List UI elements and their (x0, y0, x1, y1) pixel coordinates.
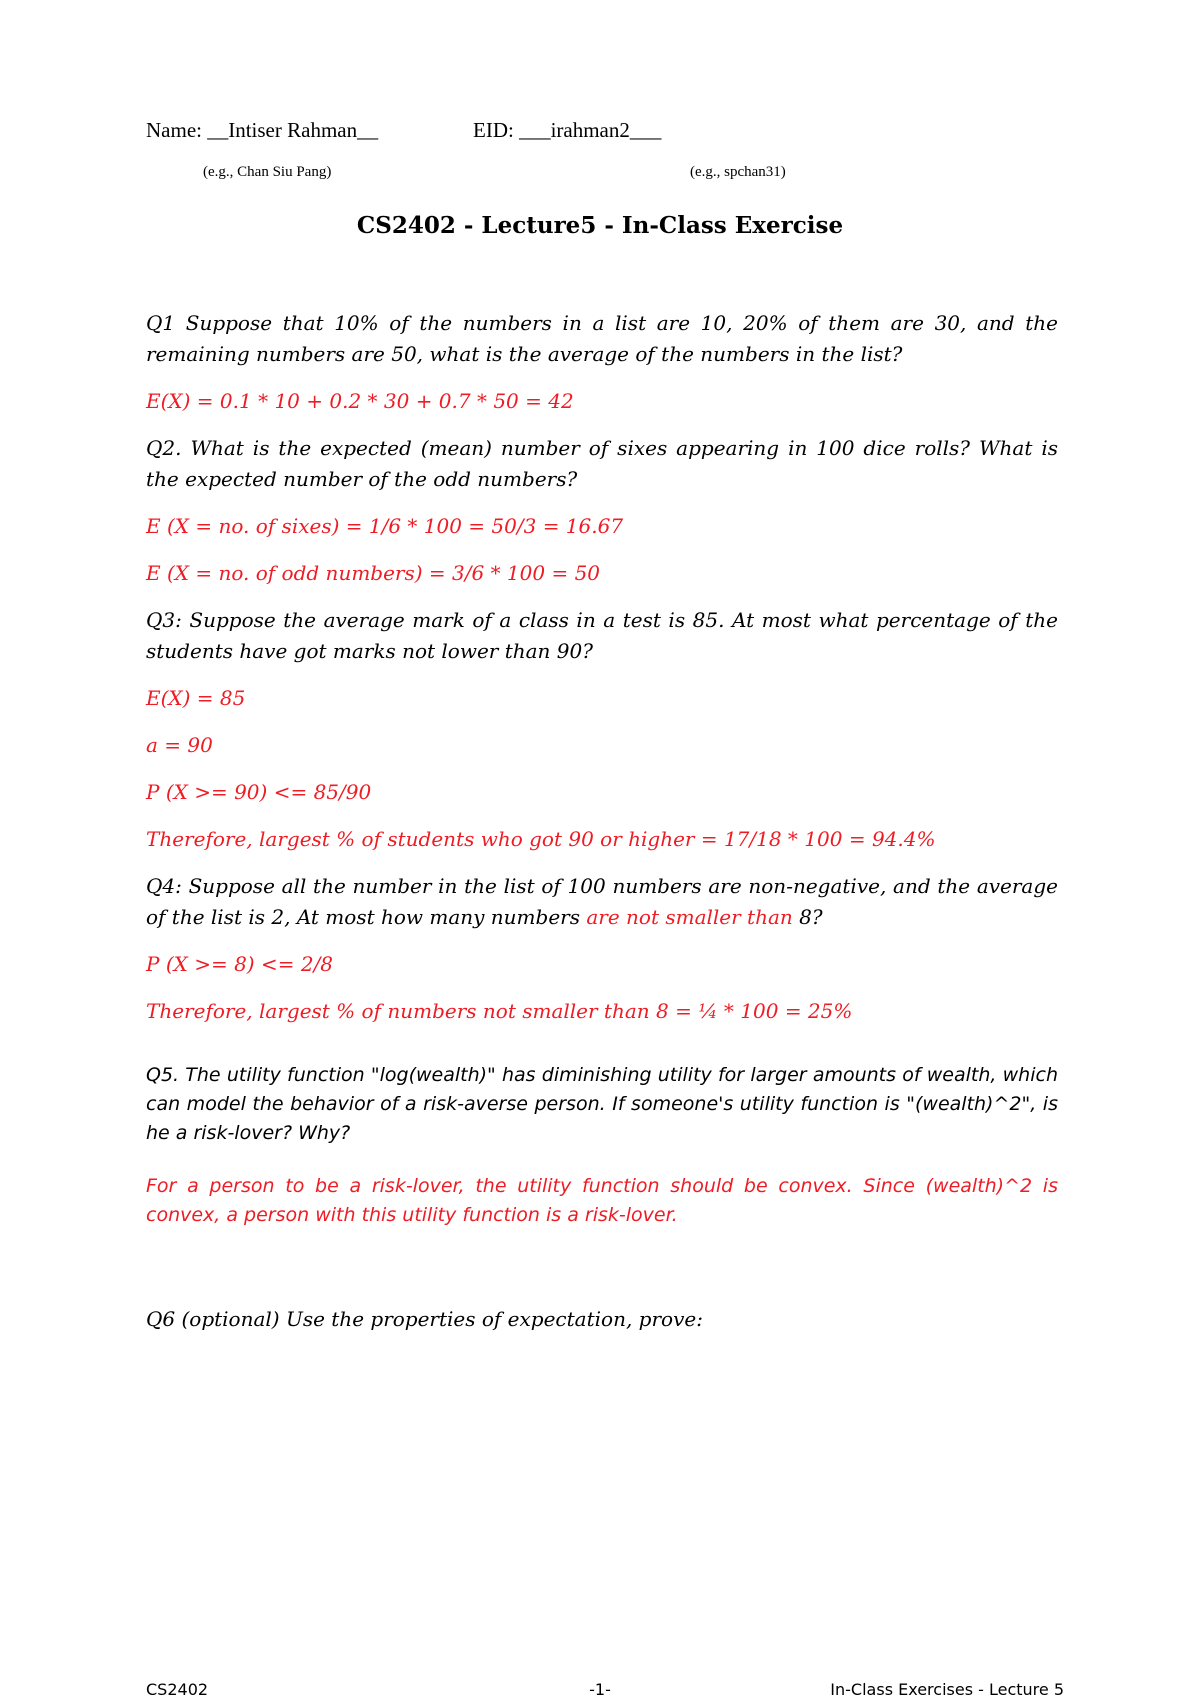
name-field: Name: __Intiser Rahman__ (146, 118, 379, 142)
q4-answer-conclusion: Therefore, largest % of numbers not smaller than 8 = ¼ * 100 = 25% (146, 999, 853, 1023)
q3-answer-ex: E(X) = 85 (146, 686, 246, 710)
q2-answer-sixes: E (X = no. of sixes) = 1/6 * 100 = 50/3 = 16.67 (146, 514, 624, 538)
q5-answer: For a person to be a risk-lover, the utility function should be convex. Since (wealth)^2 is convex, a person with this utility function is a risk-lover. (146, 1175, 1058, 1226)
footer-title: In-Class Exercises - Lecture 5 (830, 1680, 1064, 1699)
q2-answer-odd: E (X = no. of odd numbers) = 3/6 * 100 = 50 (146, 561, 601, 585)
eid-example: (e.g., spchan31) (690, 164, 786, 180)
q1-question: Q1 Suppose that 10% of the numbers in a list are 10, 20% of them are 30, and the remaining numbers are 50, what is the average of the numbers in the list? (146, 311, 1058, 366)
q4-answer-prob: P (X >= 8) <= 2/8 (146, 952, 334, 976)
q3-question: Q3: Suppose the average mark of a class in a test is 85. At most what percentage of the students have got marks not lower than 90? (146, 608, 1058, 663)
q1-answer: E(X) = 0.1 * 10 + 0.2 * 30 + 0.7 * 50 = 42 (146, 389, 574, 413)
q5-question: Q5. The utility function "log(wealth)" has diminishing utility for larger amounts of wealth, which can model the behavior of a risk-averse person. If someone's utility function is "(wealth)^2", is he a risk-lover? Why? (146, 1064, 1058, 1144)
footer-page-number: -1- (589, 1680, 611, 1699)
q3-answer-prob: P (X >= 90) <= 85/90 (146, 780, 372, 804)
name-example: (e.g., Chan Siu Pang) (203, 164, 332, 180)
q3-answer-a: a = 90 (146, 733, 213, 757)
q4-question-end: 8? (792, 905, 823, 929)
q4-question-start: Q4: Suppose all the number in the list of 100 numbers are non-negative, and the average of the list is 2, At most how many numbers (146, 874, 1058, 929)
document-body (146, 308, 1058, 1351)
q4-question-highlight: are not smaller than (586, 905, 793, 929)
q4-question (146, 871, 1058, 933)
q2-question: Q2. What is the expected (mean) number of sixes appearing in 100 dice rolls? What is the expected number of the odd numbers? (146, 436, 1058, 491)
eid-field: EID: ___irahman2___ (473, 118, 662, 142)
footer-course: CS2402 (146, 1680, 209, 1699)
q6-question: Q6 (optional) Use the properties of expectation, prove: (146, 1307, 703, 1331)
document-title: CS2402 - Lecture5 - In-Class Exercise (356, 212, 844, 239)
q3-answer-conclusion: Therefore, largest % of students who got 90 or higher = 17/18 * 100 = 94.4% (146, 827, 936, 851)
